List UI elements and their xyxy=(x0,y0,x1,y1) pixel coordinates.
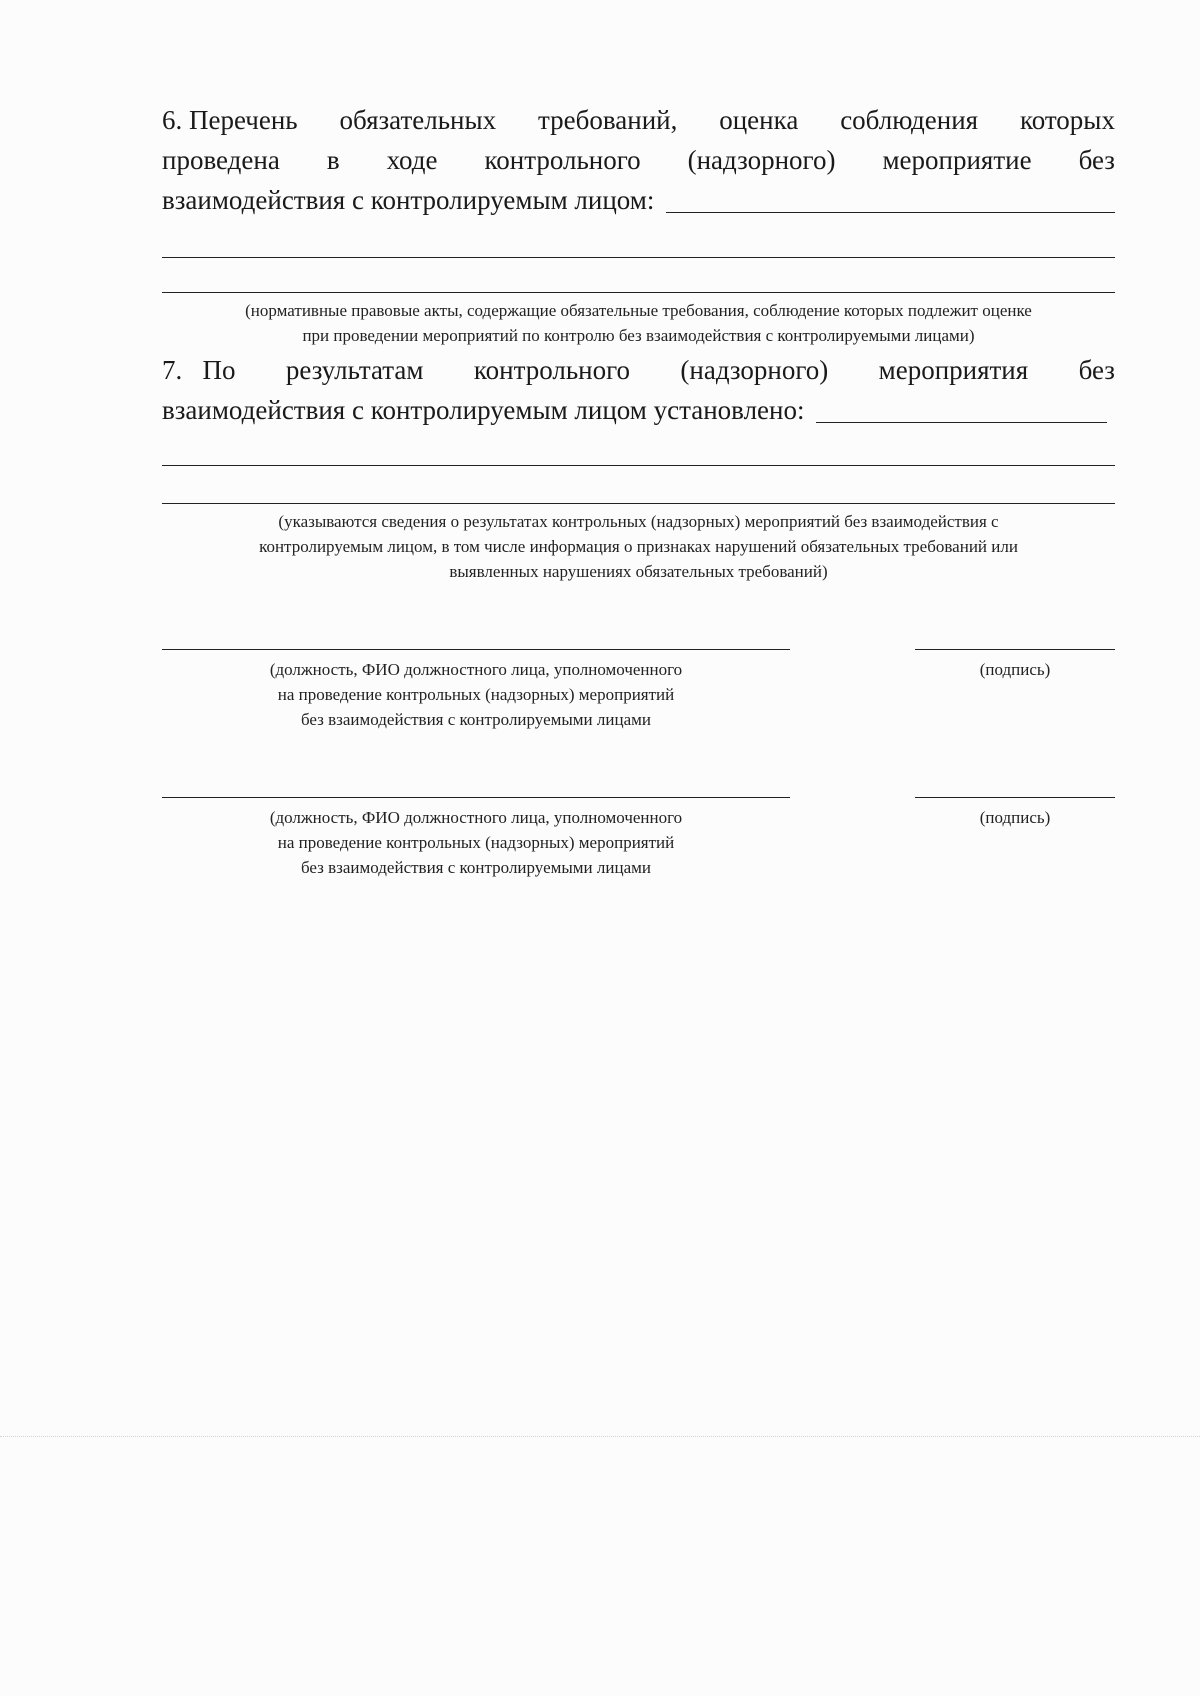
word: контрольного xyxy=(473,355,630,385)
word: ходе xyxy=(386,145,438,175)
document-body xyxy=(162,100,1115,584)
word: требований, xyxy=(538,105,678,135)
section-6-line-3 xyxy=(162,180,1115,220)
signature-block xyxy=(162,649,1115,769)
word: обязательных xyxy=(339,105,497,135)
section-7-line-1 xyxy=(162,350,1115,390)
section-7 xyxy=(162,350,1115,430)
word: Перечень xyxy=(189,105,298,135)
caption-line: (должность, ФИО должностного лица, уполномоченного xyxy=(269,808,683,827)
caption-line: (должность, ФИО должностного лица, уполномоченного xyxy=(269,660,683,679)
section-7-fill-line-2[interactable] xyxy=(162,466,1115,504)
word: По xyxy=(202,355,236,385)
section-7-hint-line-3: выявленных нарушениях обязательных требований) xyxy=(449,562,828,581)
scan-artifact-line xyxy=(0,1436,1200,1437)
official-caption xyxy=(162,805,790,880)
signature-line[interactable] xyxy=(915,649,1115,650)
section-7-hint-line-2: контролируемым лицом, в том числе информация о признаках нарушений обязательных требований или xyxy=(259,537,1018,556)
word: оценка xyxy=(719,105,799,135)
section-7-line-2 xyxy=(162,390,1115,430)
section-6-fill-line-2[interactable] xyxy=(162,258,1115,293)
caption-line: на проведение контрольных (надзорных) мероприятий xyxy=(277,685,675,704)
section-7-number-word xyxy=(162,350,236,390)
section-7-hint xyxy=(162,509,1115,584)
word: которых xyxy=(1019,105,1115,135)
section-7-line-2-text: взаимодействия с контролируемым лицом установлено: xyxy=(162,395,805,425)
signature-caption: (подпись) xyxy=(979,808,1051,827)
word: мероприятия xyxy=(878,355,1029,385)
caption-line: без взаимодействия с контролируемыми лицами xyxy=(300,858,651,877)
signature-line[interactable] xyxy=(915,797,1115,798)
signature-caption: (подпись) xyxy=(979,660,1051,679)
official-caption xyxy=(162,657,790,732)
word: в xyxy=(326,145,340,175)
section-7-fill-line-1[interactable] xyxy=(162,430,1115,466)
caption-line: без взаимодействия с контролируемыми лицами xyxy=(300,710,651,729)
section-6-blank-field[interactable] xyxy=(666,184,1115,213)
official-name-line[interactable] xyxy=(162,797,790,798)
section-6-number: 6. xyxy=(162,105,183,135)
section-7-blank-field[interactable] xyxy=(816,394,1107,423)
section-6-hint-line-1: (нормативные правовые акты, содержащие обязательные требования, соблюдение которых подлежит оценке xyxy=(245,301,1032,320)
word: проведена xyxy=(162,145,280,175)
word: (надзорного) xyxy=(680,355,829,385)
section-6-hint-line-2: при проведении мероприятий по контролю без взаимодействия с контролируемыми лицами) xyxy=(302,326,975,345)
section-7-hint-line-1: (указываются сведения о результатах контрольных (надзорных) мероприятий без взаимодействия с xyxy=(278,512,999,531)
section-6 xyxy=(162,100,1115,220)
word: результатам xyxy=(285,355,424,385)
word: без xyxy=(1078,145,1115,175)
signature-block xyxy=(162,797,1115,917)
word: без xyxy=(1078,355,1115,385)
section-6-line-3-text: взаимодействия с контролируемым лицом: xyxy=(162,185,655,215)
official-name-line[interactable] xyxy=(162,649,790,650)
section-6-line-1 xyxy=(162,100,1115,140)
word: мероприятие xyxy=(882,145,1032,175)
section-6-hint xyxy=(162,298,1115,348)
word: контрольного xyxy=(484,145,641,175)
section-6-fill-line-1[interactable] xyxy=(162,220,1115,258)
section-7-number: 7. xyxy=(162,355,183,385)
word: (надзорного) xyxy=(687,145,836,175)
caption-line: на проведение контрольных (надзорных) мероприятий xyxy=(277,833,675,852)
section-6-line-2 xyxy=(162,140,1115,180)
word: соблюдения xyxy=(840,105,979,135)
section-6-number-word xyxy=(162,100,298,140)
